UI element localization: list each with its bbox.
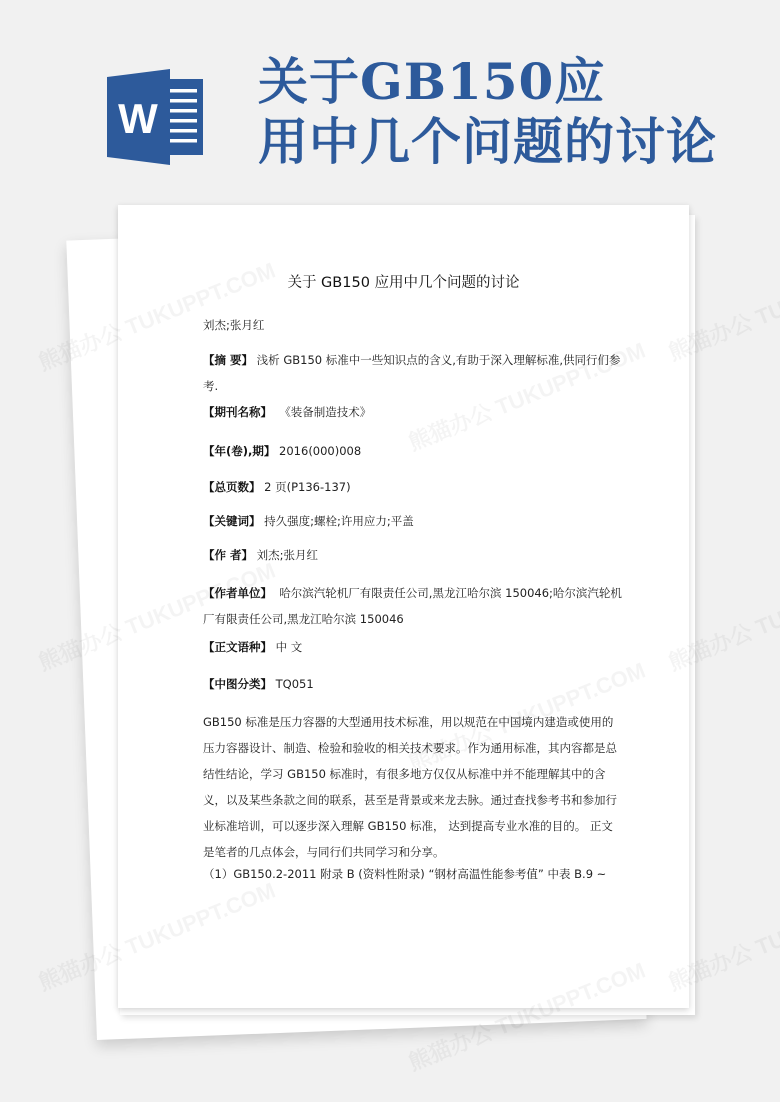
field-label: 【作者单位】 xyxy=(203,586,272,600)
banner-title-line-2: 用中几个问题的讨论 xyxy=(258,112,717,171)
field-value: TQ051 xyxy=(275,677,314,691)
field-label: 【中图分类】 xyxy=(203,677,272,691)
field-label: 【正文语种】 xyxy=(203,640,272,654)
field-value: 《装备制造技术》 xyxy=(279,405,372,419)
field-value: 哈尔滨汽轮机厂有限责任公司,黑龙江哈尔滨 150046;哈尔滨汽轮机厂有限责任公司,黑龙江哈尔滨 150046 xyxy=(203,586,622,626)
field-year-volume-issue xyxy=(203,438,623,464)
field-label: 【摘 要】 xyxy=(203,353,254,367)
field-journal xyxy=(203,399,623,425)
field-classification xyxy=(203,671,623,697)
banner-title-line-1: 关于GB150应 xyxy=(258,52,606,111)
field-value: 浅析 GB150 标准中一些知识点的含义,有助于深入理解标准,供同行们参考. xyxy=(203,353,621,393)
field-language xyxy=(203,634,623,660)
field-total-pages xyxy=(203,474,623,500)
field-value: 持久强度;螺栓;许用应力;平盖 xyxy=(264,514,414,528)
field-value: 2 页(P136-137) xyxy=(264,480,351,494)
svg-text:W: W xyxy=(118,95,158,142)
field-abstract xyxy=(203,347,623,399)
document-page xyxy=(118,205,689,1008)
document-authors: 刘杰;张月红 xyxy=(203,318,265,332)
field-author xyxy=(203,542,623,568)
field-label: 【总页数】 xyxy=(203,480,261,494)
field-value: 刘杰;张月红 xyxy=(256,548,319,562)
field-value: 中 文 xyxy=(275,640,303,654)
banner-title xyxy=(258,52,717,172)
body-paragraph: GB150 标准是压力容器的大型通用技术标准，用以规范在中国境内建造或使用的压力容器设计、制造、检验和验收的相关技术要求。作为通用标准，其内容都是总结性结论，学习 GB150 标准时，有很多地方仅仅从标准中并不能理解其中的含义，以及某些条款之间的联系，甚至是背景或来龙去脉。通过查找参考书和参加行业标准培训，可以逐步深入理解 GB150 标准， 达到提高专业水准的目的。 正文是笔者的几点体会，与同行们共同学习和分享。 xyxy=(203,715,617,859)
field-value: 2016(000)008 xyxy=(279,444,362,458)
word-document-icon xyxy=(107,69,207,165)
document-title: 关于 GB150 应用中几个问题的讨论 xyxy=(287,275,520,291)
field-label: 【作 者】 xyxy=(203,548,254,562)
document-body xyxy=(203,709,621,883)
header-banner xyxy=(0,0,780,200)
field-label: 【关键词】 xyxy=(203,514,261,528)
field-keywords xyxy=(203,508,623,534)
body-list-item: （1）GB150.2-2011 附录 B (资料性附录) “钢材高温性能参考值” 中表 B.9 ~ xyxy=(203,867,607,881)
field-label: 【年(卷),期】 xyxy=(203,444,276,458)
field-author-affiliation xyxy=(203,580,623,632)
field-label: 【期刊名称】 xyxy=(203,405,272,419)
